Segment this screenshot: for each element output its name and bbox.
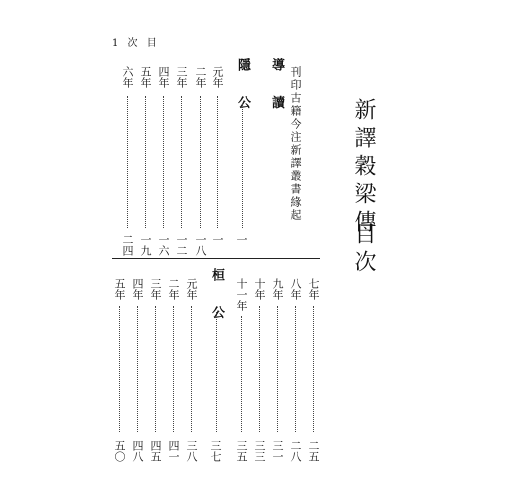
dot-leader xyxy=(216,312,217,432)
entry-label: 四年 xyxy=(157,66,170,88)
entry-page: 一九 xyxy=(139,234,152,256)
dot-leader xyxy=(191,306,192,432)
dot-leader xyxy=(200,96,201,228)
entry-label: 十一年 xyxy=(235,278,248,311)
entry-label: 七年 xyxy=(307,278,320,300)
entry-page: 五〇 xyxy=(113,440,126,462)
entry-label: 二年 xyxy=(167,278,180,300)
dot-leader xyxy=(155,306,156,432)
dot-leader xyxy=(217,96,218,228)
entry-page: 一八 xyxy=(194,234,207,256)
entry-label: 元年 xyxy=(185,278,198,300)
entry-page: 四五 xyxy=(149,440,162,462)
dot-leader xyxy=(259,306,260,432)
section-page: 三七 xyxy=(209,440,222,462)
dot-leader xyxy=(119,306,120,432)
introduction-entry: 導 讀 xyxy=(269,58,284,119)
dot-leader xyxy=(163,96,164,228)
dot-leader xyxy=(173,306,174,432)
entry-page: 四一 xyxy=(167,440,180,462)
section-divider xyxy=(112,258,320,259)
entry-label: 十年 xyxy=(253,278,266,300)
book-title: 新譯穀梁傳 xyxy=(351,98,376,238)
entry-page: 三五 xyxy=(235,440,248,462)
entry-label: 九年 xyxy=(271,278,284,300)
dot-leader xyxy=(277,306,278,432)
foreword-entry: 刊印古籍今注新譯叢書緣起 xyxy=(289,66,302,222)
entry-page: 二四 xyxy=(121,234,134,256)
entry-page: 四八 xyxy=(131,440,144,462)
dot-leader xyxy=(295,306,296,432)
section-heading: 隱 公 xyxy=(235,58,250,119)
dot-leader xyxy=(313,306,314,432)
dot-leader xyxy=(145,96,146,228)
entry-label: 八年 xyxy=(289,278,302,300)
entry-page: 三八 xyxy=(185,440,198,462)
entry-page: 二五 xyxy=(307,440,320,462)
toc-subtitle: 目次 xyxy=(351,222,376,278)
entry-label: 四年 xyxy=(131,278,144,300)
dot-leader xyxy=(127,96,128,228)
entry-label: 五年 xyxy=(113,278,126,300)
dot-leader xyxy=(241,316,242,432)
entry-page: 一 xyxy=(211,234,224,245)
section-heading: 桓 公 xyxy=(209,268,224,329)
entry-label: 五年 xyxy=(139,66,152,88)
entry-label: 三年 xyxy=(149,278,162,300)
dot-leader xyxy=(181,96,182,228)
entry-page: 三三 xyxy=(253,440,266,462)
entry-page: 一二 xyxy=(175,234,188,256)
dot-leader xyxy=(242,104,243,228)
entry-label: 三年 xyxy=(175,66,188,88)
page-header: 1 次 目 xyxy=(112,38,160,49)
entry-label: 二年 xyxy=(194,66,207,88)
entry-page: 二八 xyxy=(289,440,302,462)
section-page: 一 xyxy=(235,234,248,245)
entry-page: 一六 xyxy=(157,234,170,256)
entry-page: 三一 xyxy=(271,440,284,462)
entry-label: 六年 xyxy=(121,66,134,88)
entry-label: 元年 xyxy=(211,66,224,88)
dot-leader xyxy=(137,306,138,432)
